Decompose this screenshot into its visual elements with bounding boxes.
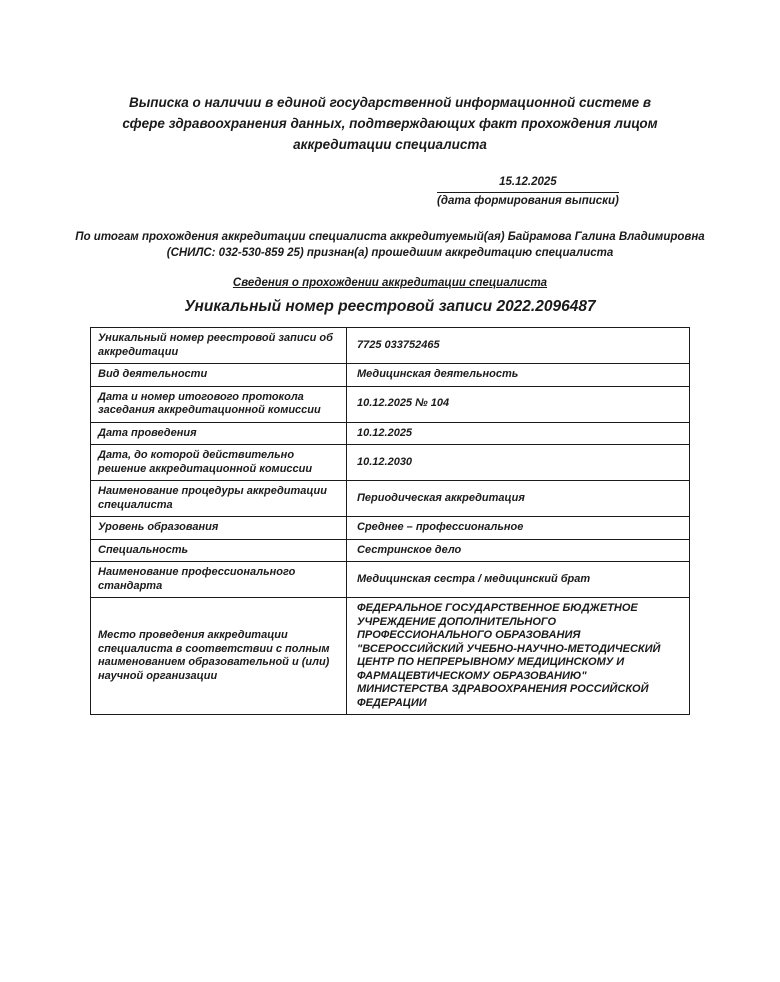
table-row (91, 562, 690, 598)
row-value: 7725 033752465 (347, 328, 690, 364)
section-heading-text: Сведения о прохождении аккредитации специалиста (232, 277, 548, 289)
table-row (91, 598, 690, 715)
table-row (91, 364, 690, 387)
row-value: Периодическая аккредитация (347, 481, 690, 517)
accreditation-table (90, 327, 690, 715)
section-heading (0, 277, 780, 289)
table-row (91, 386, 690, 422)
table-row (91, 517, 690, 540)
row-value: 10.12.2025 (347, 422, 690, 445)
table-row (91, 328, 690, 364)
intro-paragraph: По итогам прохождения аккредитации специалиста аккредитуемый(ая) Байрамова Галина Владимировна (СНИЛС: 032-530-859 25) признан(а) прошедшим аккредитацию специалиста (75, 231, 705, 259)
row-label: Уникальный номер реестровой записи об аккредитации (91, 328, 347, 364)
row-label: Вид деятельности (91, 364, 347, 387)
issue-date-block (437, 175, 619, 208)
issue-date-caption: (дата формирования выписки) (437, 195, 619, 207)
row-value: Среднее – профессиональное (347, 517, 690, 540)
row-label: Место проведения аккредитации специалиста в соответствии с полным наименованием образовательной и (или) научной организации (91, 598, 347, 715)
row-value: 10.12.2025 № 104 (347, 386, 690, 422)
row-label: Дата и номер итогового протокола заседания аккредитационной комиссии (91, 386, 347, 422)
row-label: Уровень образования (91, 517, 347, 540)
table-row (91, 539, 690, 562)
page-title: Выписка о наличии в единой государственной информационной системе в сфере здравоохранения данных, подтверждающих факт прохождения лицом аккредитации специалиста (122, 95, 658, 152)
row-value: ФЕДЕРАЛЬНОЕ ГОСУДАРСТВЕННОЕ БЮДЖЕТНОЕ УЧРЕЖДЕНИЕ ДОПОЛНИТЕЛЬНОГО ПРОФЕССИОНАЛЬНОГО ОБРАЗОВАНИЯ "ВСЕРОССИЙСКИЙ УЧЕБНО-НАУЧНО-МЕТОДИЧЕСКИЙ ЦЕНТР ПО НЕПРЕРЫВНОМУ МЕДИЦИНСКОМУ И ФАРМАЦЕВТИЧЕСКОМУ ОБРАЗОВАНИЮ" МИНИСТЕРСТВА ЗДРАВООХРАНЕНИЯ РОССИЙСКОЙ ФЕДЕРАЦИИ (347, 598, 690, 715)
table-row (91, 422, 690, 445)
table-row (91, 445, 690, 481)
registry-number-heading: Уникальный номер реестровой записи 2022.2096487 (184, 298, 596, 315)
row-label: Наименование профессионального стандарта (91, 562, 347, 598)
extract-document (0, 92, 780, 982)
row-value: Сестринское дело (347, 539, 690, 562)
row-label: Наименование процедуры аккредитации специалиста (91, 481, 347, 517)
issue-date: 15.12.2025 (437, 175, 619, 193)
table-row (91, 481, 690, 517)
row-value: Медицинская сестра / медицинский брат (347, 562, 690, 598)
row-value: 10.12.2030 (347, 445, 690, 481)
row-value: Медицинская деятельность (347, 364, 690, 387)
row-label: Специальность (91, 539, 347, 562)
row-label: Дата, до которой действительно решение аккредитационной комиссии (91, 445, 347, 481)
row-label: Дата проведения (91, 422, 347, 445)
